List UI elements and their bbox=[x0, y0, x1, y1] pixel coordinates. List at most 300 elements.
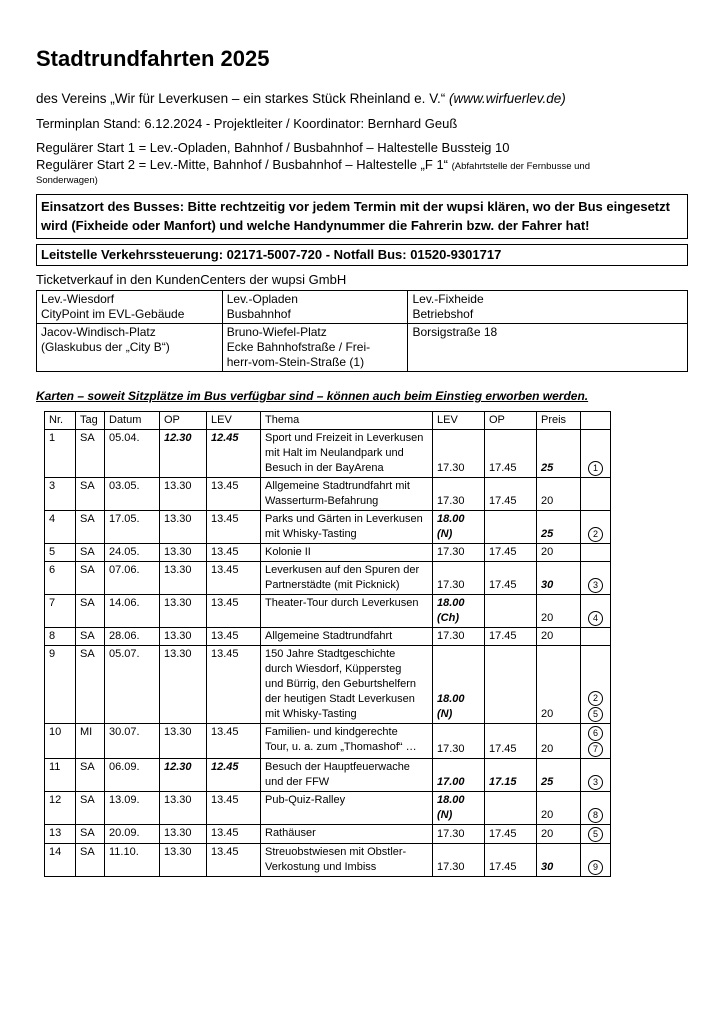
lev-cell bbox=[207, 544, 261, 562]
tag-cell-value: SA bbox=[80, 761, 95, 773]
lev-cell bbox=[207, 628, 261, 646]
datum-cell bbox=[105, 724, 160, 759]
schedule-header: LEV bbox=[207, 412, 261, 430]
return-op-cell-value: 17.45 bbox=[489, 743, 517, 755]
ticket-heading: Ticketverkauf in den KundenCenters der wupsi GmbH bbox=[36, 272, 347, 287]
footnote-circle: 9 bbox=[588, 860, 603, 875]
datum-cell bbox=[105, 792, 160, 825]
contact-box: Leitstelle Verkehrssteuerung: 02171-5007-720 - Notfall Bus: 01520-9301717 bbox=[36, 244, 688, 266]
start-2-note-cont: Sonderwagen) bbox=[36, 175, 98, 186]
footnote-cell bbox=[581, 430, 611, 478]
tag-cell bbox=[76, 825, 105, 844]
nr-cell-value: 9 bbox=[49, 648, 56, 660]
thema-line: Besuch der Hauptfeuerwache bbox=[265, 761, 410, 773]
nr-cell bbox=[45, 544, 76, 562]
ticket-line: Betriebshof bbox=[412, 307, 474, 321]
return-lev-cell bbox=[433, 511, 485, 544]
lev-cell bbox=[207, 430, 261, 478]
schedule-header: Nr. bbox=[45, 412, 76, 430]
tag-cell-value: SA bbox=[80, 794, 95, 806]
tag-cell-value: SA bbox=[80, 827, 95, 839]
nr-cell-value: 10 bbox=[49, 726, 62, 738]
tag-cell-value: SA bbox=[80, 846, 95, 858]
schedule-row bbox=[45, 595, 611, 628]
page-title: Stadtrundfahrten 2025 bbox=[36, 46, 270, 71]
lev-cell-value: 13.45 bbox=[211, 648, 239, 660]
tag-cell bbox=[76, 792, 105, 825]
schedule-row bbox=[45, 724, 611, 759]
footnote-cell bbox=[581, 792, 611, 825]
tag-cell bbox=[76, 430, 105, 478]
tag-cell bbox=[76, 544, 105, 562]
schedule-row bbox=[45, 792, 611, 825]
footnote-cell bbox=[581, 825, 611, 844]
price-cell bbox=[537, 792, 581, 825]
nr-cell-value: 14 bbox=[49, 846, 62, 858]
nr-cell-value: 13 bbox=[49, 827, 62, 839]
price-value: 30 bbox=[541, 861, 554, 873]
thema-line: Allgemeine Stadtrundfahrt mit bbox=[265, 480, 410, 492]
lev-cell bbox=[207, 724, 261, 759]
op-cell bbox=[160, 646, 207, 724]
thema-line: Pub-Quiz-Ralley bbox=[265, 794, 346, 806]
thema-line: Rathäuser bbox=[265, 827, 316, 839]
price-value: 20 bbox=[541, 495, 554, 507]
schedule-row bbox=[45, 825, 611, 844]
op-cell bbox=[160, 595, 207, 628]
footnote-circle: 3 bbox=[588, 775, 603, 790]
ticket-line: Bruno-Wiefel-Platz bbox=[226, 325, 327, 339]
footnote-cell bbox=[581, 544, 611, 562]
return-op-cell bbox=[485, 628, 537, 646]
ticket-line: CityPoint im EVL-Gebäude bbox=[41, 307, 185, 321]
lev-cell bbox=[207, 595, 261, 628]
datum-cell-value: 13.09. bbox=[109, 794, 140, 806]
thema-cell bbox=[261, 844, 433, 877]
footnote-circle: 5 bbox=[588, 827, 603, 842]
return-op-cell bbox=[485, 844, 537, 877]
return-op-cell bbox=[485, 595, 537, 628]
price-value: 20 bbox=[541, 743, 554, 755]
ticket-row bbox=[37, 324, 688, 372]
footnote-cell bbox=[581, 478, 611, 511]
footnote-cell bbox=[581, 844, 611, 877]
ticket-cell bbox=[37, 324, 223, 372]
lev-cell bbox=[207, 511, 261, 544]
return-lev-line: 17.30 bbox=[437, 861, 465, 873]
op-cell bbox=[160, 724, 207, 759]
return-lev-cell bbox=[433, 792, 485, 825]
lev-cell-value: 13.45 bbox=[211, 546, 239, 558]
tag-cell bbox=[76, 511, 105, 544]
return-op-cell-value: 17.45 bbox=[489, 579, 517, 591]
footnote-cell bbox=[581, 511, 611, 544]
op-cell-value: 12.30 bbox=[164, 432, 192, 444]
op-cell-value: 13.30 bbox=[164, 846, 192, 858]
datum-cell-value: 05.07. bbox=[109, 648, 140, 660]
thema-cell bbox=[261, 724, 433, 759]
schedule-header bbox=[581, 412, 611, 430]
footnote-wrap bbox=[581, 725, 610, 741]
op-cell-value: 13.30 bbox=[164, 726, 192, 738]
ticket-line bbox=[412, 340, 683, 355]
start-2 bbox=[36, 157, 590, 172]
return-op-cell-value: 17.45 bbox=[489, 462, 517, 474]
footnote-wrap bbox=[581, 807, 610, 823]
return-op-cell bbox=[485, 511, 537, 544]
datum-cell-value: 14.06. bbox=[109, 597, 140, 609]
ticket-line: Lev.-Wiesdorf bbox=[41, 292, 115, 306]
op-cell bbox=[160, 628, 207, 646]
thema-line: Familien- und kindgerechte bbox=[265, 726, 398, 738]
nr-cell bbox=[45, 478, 76, 511]
return-op-cell bbox=[485, 724, 537, 759]
thema-line: Parks und Gärten in Leverkusen bbox=[265, 513, 423, 525]
lev-cell-value: 13.45 bbox=[211, 513, 239, 525]
lev-cell-value: 13.45 bbox=[211, 564, 239, 576]
datum-cell-value: 03.05. bbox=[109, 480, 140, 492]
return-op-cell-value: 17.45 bbox=[489, 495, 517, 507]
footnote-wrap bbox=[581, 859, 610, 875]
ticket-line: Lev.-Opladen bbox=[226, 292, 298, 306]
tag-cell-value: SA bbox=[80, 480, 95, 492]
thema-line: Theater-Tour durch Leverkusen bbox=[265, 597, 419, 609]
lev-cell bbox=[207, 646, 261, 724]
price-cell bbox=[537, 430, 581, 478]
schedule-row bbox=[45, 544, 611, 562]
op-cell bbox=[160, 544, 207, 562]
plan-info: Terminplan Stand: 6.12.2024 - Projektleiter / Koordinator: Bernhard Geuß bbox=[36, 116, 458, 131]
return-lev-line: 17.30 bbox=[437, 495, 465, 507]
lev-cell-value: 13.45 bbox=[211, 630, 239, 642]
return-lev-line: 18.00 bbox=[437, 794, 465, 806]
return-lev-line: (N) bbox=[437, 528, 453, 540]
datum-cell bbox=[105, 759, 160, 792]
op-cell bbox=[160, 792, 207, 825]
footnote-cell bbox=[581, 759, 611, 792]
nr-cell bbox=[45, 430, 76, 478]
association-line bbox=[36, 91, 566, 106]
schedule-header: OP bbox=[485, 412, 537, 430]
op-cell-value: 13.30 bbox=[164, 794, 192, 806]
lev-cell-value: 13.45 bbox=[211, 846, 239, 858]
tag-cell-value: SA bbox=[80, 432, 95, 444]
return-lev-cell bbox=[433, 544, 485, 562]
return-op-cell bbox=[485, 544, 537, 562]
tag-cell-value: MI bbox=[80, 726, 93, 738]
price-cell bbox=[537, 825, 581, 844]
footnote-cell bbox=[581, 562, 611, 595]
lev-cell-value: 13.45 bbox=[211, 726, 239, 738]
op-cell-value: 13.30 bbox=[164, 648, 192, 660]
price-value: 20 bbox=[541, 612, 554, 624]
datum-cell-value: 20.09. bbox=[109, 827, 140, 839]
price-value: 20 bbox=[541, 630, 554, 642]
nr-cell bbox=[45, 825, 76, 844]
footnote-circle: 2 bbox=[588, 527, 603, 542]
ticket-line: Borsigstraße 18 bbox=[412, 325, 498, 339]
nr-cell-value: 3 bbox=[49, 480, 56, 492]
return-lev-cell bbox=[433, 430, 485, 478]
ticket-cell bbox=[408, 291, 688, 324]
datum-cell-value: 17.05. bbox=[109, 513, 140, 525]
nr-cell-value: 6 bbox=[49, 564, 56, 576]
tag-cell-value: SA bbox=[80, 648, 95, 660]
schedule-row bbox=[45, 844, 611, 877]
tag-cell bbox=[76, 724, 105, 759]
thema-cell bbox=[261, 825, 433, 844]
lev-cell bbox=[207, 844, 261, 877]
thema-cell bbox=[261, 511, 433, 544]
datum-cell-value: 30.07. bbox=[109, 726, 140, 738]
datum-cell bbox=[105, 544, 160, 562]
lev-cell-value: 12.45 bbox=[211, 432, 239, 444]
tag-cell bbox=[76, 628, 105, 646]
nr-cell-value: 4 bbox=[49, 513, 56, 525]
op-cell-value: 13.30 bbox=[164, 480, 192, 492]
tag-cell-value: SA bbox=[80, 513, 95, 525]
footnote-wrap bbox=[581, 610, 610, 626]
return-op-cell bbox=[485, 478, 537, 511]
schedule-row bbox=[45, 511, 611, 544]
thema-line: Besuch in der BayArena bbox=[265, 462, 384, 474]
nr-cell-value: 12 bbox=[49, 794, 62, 806]
nr-cell-value: 8 bbox=[49, 630, 56, 642]
footnote-wrap bbox=[581, 826, 610, 842]
footnote-circle: 4 bbox=[588, 611, 603, 626]
return-op-cell bbox=[485, 562, 537, 595]
nr-cell bbox=[45, 562, 76, 595]
thema-line: Wasserturm-Befahrung bbox=[265, 495, 379, 507]
footnote-wrap bbox=[581, 690, 610, 706]
nr-cell bbox=[45, 792, 76, 825]
bus-notice: Einsatzort des Busses: Bitte rechtzeitig vor jedem Termin mit der wupsi klären, wo der Bus eingesetzt wird (Fixheide oder Manfort) und welche Handynummer die Fahrerin bzw. der Fahrer hat! bbox=[36, 194, 688, 239]
lev-cell bbox=[207, 792, 261, 825]
schedule-header: Preis bbox=[537, 412, 581, 430]
price-cell bbox=[537, 759, 581, 792]
return-op-cell bbox=[485, 430, 537, 478]
price-value: 25 bbox=[541, 462, 554, 474]
footnote-cell bbox=[581, 595, 611, 628]
op-cell-value: 13.30 bbox=[164, 630, 192, 642]
footnote-circle: 3 bbox=[588, 578, 603, 593]
thema-line: Leverkusen auf den Spuren der bbox=[265, 564, 420, 576]
schedule-row bbox=[45, 646, 611, 724]
tag-cell bbox=[76, 595, 105, 628]
return-op-cell bbox=[485, 825, 537, 844]
price-cell bbox=[537, 511, 581, 544]
nr-cell-value: 1 bbox=[49, 432, 56, 444]
footnote-wrap bbox=[581, 577, 610, 593]
op-cell bbox=[160, 562, 207, 595]
datum-cell-value: 11.10. bbox=[109, 846, 139, 858]
return-lev-cell bbox=[433, 595, 485, 628]
thema-cell bbox=[261, 646, 433, 724]
schedule-header: Tag bbox=[76, 412, 105, 430]
datum-cell-value: 28.06. bbox=[109, 630, 140, 642]
datum-cell-value: 05.04. bbox=[109, 432, 140, 444]
nr-cell-value: 7 bbox=[49, 597, 56, 609]
nr-cell-value: 11 bbox=[49, 761, 61, 773]
price-value: 20 bbox=[541, 809, 554, 821]
ticket-line: Ecke Bahnhofstraße / Frei- bbox=[226, 340, 371, 354]
op-cell bbox=[160, 511, 207, 544]
ticket-cell bbox=[408, 324, 688, 372]
return-op-cell bbox=[485, 759, 537, 792]
datum-cell-value: 07.06. bbox=[109, 564, 140, 576]
return-lev-cell bbox=[433, 562, 485, 595]
thema-cell bbox=[261, 759, 433, 792]
op-cell-value: 13.30 bbox=[164, 827, 192, 839]
return-lev-line: (N) bbox=[437, 809, 453, 821]
return-lev-line: 17.30 bbox=[437, 828, 465, 840]
nr-cell bbox=[45, 646, 76, 724]
thema-line: mit Halt im Neulandpark und bbox=[265, 447, 404, 459]
start-2-text: Regulärer Start 2 = Lev.-Mitte, Bahnhof / Busbahnhof – Haltestelle „F 1“ bbox=[36, 157, 452, 172]
tag-cell-value: SA bbox=[80, 597, 95, 609]
return-lev-cell bbox=[433, 628, 485, 646]
schedule-header: OP bbox=[160, 412, 207, 430]
start-1: Regulärer Start 1 = Lev.-Opladen, Bahnhof / Busbahnhof – Haltestelle Bussteig 10 bbox=[36, 140, 510, 155]
price-value: 20 bbox=[541, 708, 554, 720]
price-value: 25 bbox=[541, 776, 554, 788]
datum-cell-value: 24.05. bbox=[109, 546, 140, 558]
footnote-circle: 1 bbox=[588, 461, 603, 476]
footnote-circle: 5 bbox=[588, 707, 603, 722]
footnote-circle: 7 bbox=[588, 742, 603, 757]
lev-cell-value: 13.45 bbox=[211, 480, 239, 492]
return-lev-line: 17.30 bbox=[437, 743, 465, 755]
thema-line: Partnerstädte (mit Picknick) bbox=[265, 579, 400, 591]
ticket-locations-table bbox=[36, 290, 688, 372]
price-cell bbox=[537, 628, 581, 646]
datum-cell bbox=[105, 844, 160, 877]
tag-cell bbox=[76, 759, 105, 792]
nr-cell bbox=[45, 595, 76, 628]
price-value: 30 bbox=[541, 579, 554, 591]
return-lev-cell bbox=[433, 759, 485, 792]
price-cell bbox=[537, 646, 581, 724]
lev-cell-value: 12.45 bbox=[211, 761, 239, 773]
ticket-cell bbox=[222, 324, 408, 372]
schedule-header: Datum bbox=[105, 412, 160, 430]
datum-cell bbox=[105, 825, 160, 844]
thema-line: der heutigen Stadt Leverkusen bbox=[265, 693, 415, 705]
thema-line: Allgemeine Stadtrundfahrt bbox=[265, 630, 393, 642]
thema-line: durch Wiesdorf, Küppersteg bbox=[265, 663, 402, 675]
price-cell bbox=[537, 844, 581, 877]
schedule-header-row bbox=[45, 412, 611, 430]
lev-cell-value: 13.45 bbox=[211, 794, 239, 806]
return-lev-line: 18.00 bbox=[437, 513, 465, 525]
tag-cell-value: SA bbox=[80, 546, 95, 558]
nr-cell-value: 5 bbox=[49, 546, 56, 558]
tag-cell bbox=[76, 646, 105, 724]
tag-cell bbox=[76, 478, 105, 511]
thema-line: mit Whisky-Tasting bbox=[265, 708, 357, 720]
association-url[interactable]: (www.wirfuerlev.de) bbox=[448, 91, 566, 106]
schedule-row bbox=[45, 430, 611, 478]
schedule-row bbox=[45, 478, 611, 511]
datum-cell-value: 06.09. bbox=[109, 761, 140, 773]
datum-cell bbox=[105, 511, 160, 544]
datum-cell bbox=[105, 595, 160, 628]
return-lev-cell bbox=[433, 825, 485, 844]
ticket-line: Lev.-Fixheide bbox=[412, 292, 484, 306]
return-op-cell-value: 17.45 bbox=[489, 828, 517, 840]
footnote-circle: 2 bbox=[588, 691, 603, 706]
price-cell bbox=[537, 562, 581, 595]
thema-cell bbox=[261, 595, 433, 628]
op-cell-value: 12.30 bbox=[164, 761, 192, 773]
tag-cell bbox=[76, 844, 105, 877]
return-lev-line: 17.30 bbox=[437, 546, 465, 558]
return-lev-line: 17.30 bbox=[437, 579, 465, 591]
ticket-row bbox=[37, 291, 688, 324]
lev-cell bbox=[207, 825, 261, 844]
op-cell bbox=[160, 430, 207, 478]
price-cell bbox=[537, 478, 581, 511]
lev-cell bbox=[207, 478, 261, 511]
price-value: 20 bbox=[541, 546, 554, 558]
tag-cell-value: SA bbox=[80, 630, 95, 642]
thema-cell bbox=[261, 792, 433, 825]
return-op-cell bbox=[485, 646, 537, 724]
lev-cell bbox=[207, 759, 261, 792]
footnote-wrap bbox=[581, 460, 610, 476]
nr-cell bbox=[45, 724, 76, 759]
schedule-header: LEV bbox=[433, 412, 485, 430]
lev-cell-value: 13.45 bbox=[211, 597, 239, 609]
thema-line: und Bürrig, den Geburtshelfern bbox=[265, 678, 417, 690]
datum-cell bbox=[105, 646, 160, 724]
ticket-cell bbox=[222, 291, 408, 324]
footnote-cell bbox=[581, 628, 611, 646]
ticket-line bbox=[412, 355, 683, 370]
return-lev-line: 17.00 bbox=[437, 776, 465, 788]
cards-note: Karten – soweit Sitzplätze im Bus verfügbar sind – können auch beim Einstieg erworben werden. bbox=[36, 389, 589, 403]
thema-line: Streuobstwiesen mit Obstler- bbox=[265, 846, 407, 858]
op-cell bbox=[160, 844, 207, 877]
return-lev-line: (Ch) bbox=[437, 612, 459, 624]
schedule-row bbox=[45, 759, 611, 792]
thema-line: Verkostung und Imbiss bbox=[265, 861, 377, 873]
op-cell-value: 13.30 bbox=[164, 513, 192, 525]
op-cell-value: 13.30 bbox=[164, 597, 192, 609]
lev-cell bbox=[207, 562, 261, 595]
nr-cell bbox=[45, 628, 76, 646]
ticket-line: Jacov-Windisch-Platz bbox=[41, 325, 156, 339]
return-op-cell-value: 17.15 bbox=[489, 776, 517, 788]
price-value: 20 bbox=[541, 828, 554, 840]
footnote-circle: 6 bbox=[588, 726, 603, 741]
return-lev-cell bbox=[433, 724, 485, 759]
ticket-line: Busbahnhof bbox=[226, 307, 291, 321]
thema-cell bbox=[261, 628, 433, 646]
return-lev-line: 18.00 bbox=[437, 597, 465, 609]
price-cell bbox=[537, 724, 581, 759]
ticket-line: (Glaskubus der „City B“) bbox=[41, 340, 170, 354]
thema-line: Kolonie II bbox=[265, 546, 311, 558]
nr-cell bbox=[45, 759, 76, 792]
price-cell bbox=[537, 544, 581, 562]
footnote-wrap bbox=[581, 706, 610, 722]
schedule-row bbox=[45, 628, 611, 646]
schedule-row bbox=[45, 562, 611, 595]
datum-cell bbox=[105, 628, 160, 646]
footnote-wrap bbox=[581, 741, 610, 757]
datum-cell bbox=[105, 478, 160, 511]
